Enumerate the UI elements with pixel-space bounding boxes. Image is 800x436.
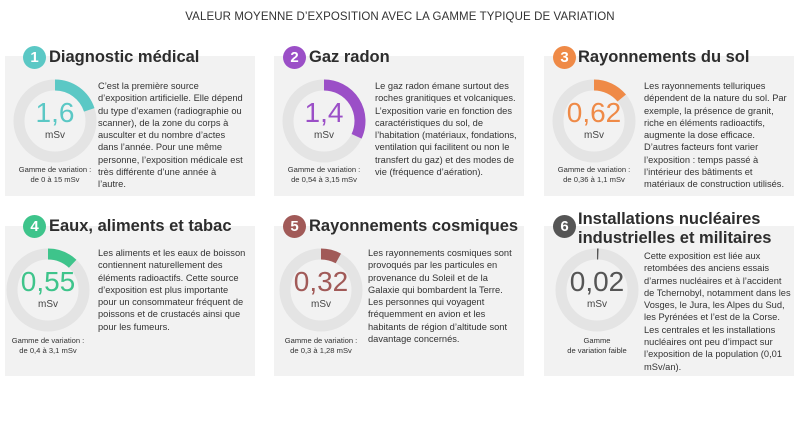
card-number-badge: 5 <box>283 215 306 238</box>
range-label: Gamme de variation : <box>18 165 92 174</box>
variation-range <box>539 165 649 184</box>
card-number-badge: 2 <box>283 46 306 69</box>
card-description: C’est la première source d’exposition artificielle. Elle dépend du type d’examen (radiographie ou scanner), de la zone du corps à ausculter et du nombre d’actes dans l’année. Pour une même personne, l’exposition médicale est très différente d’une année à l’autre. <box>98 81 243 190</box>
dose-unit: mSv <box>584 130 604 141</box>
dose-value: 0,02 <box>569 266 625 297</box>
dose-gauge <box>2 244 94 336</box>
card-heading: Rayonnements cosmiques <box>309 217 519 235</box>
dose-unit: mSv <box>45 130 65 141</box>
variation-range <box>0 336 103 355</box>
range-value: de 0 à 15 mSv <box>30 174 80 184</box>
range-label: Gamme de variation : <box>11 336 85 345</box>
range-label: Gamme de variation : <box>557 165 631 174</box>
card-heading: Eaux, aliments et tabac <box>49 217 232 235</box>
gauge-arc <box>321 254 338 258</box>
card-number-badge: 1 <box>23 46 46 69</box>
card-number-badge: 3 <box>553 46 576 69</box>
variation-range <box>0 165 110 184</box>
card-heading: Diagnostic médical <box>49 48 200 66</box>
range-value: de 0,4 à 3,1 mSv <box>19 345 77 355</box>
range-label: Gamme <box>583 336 611 345</box>
card-description: Les rayonnements cosmiques sont provoqués par les particules en provenance du Soleil et de la Galaxie qui bombardent la Terre. Les personnes qui voyagent fréquemment en avion et les habitants de région d’altitude sont davantage concernés. <box>368 248 512 345</box>
card-heading: Gaz radon <box>309 48 390 66</box>
range-value: de 0,3 à 1,28 mSv <box>290 345 352 355</box>
page-title: VALEUR MOYENNE D’EXPOSITION AVEC LA GAMME TYPIQUE DE VARIATION <box>185 11 615 23</box>
dose-unit: mSv <box>587 299 607 310</box>
card-description: Les rayonnements telluriques dépendent de la nature du sol. Par exemple, la présence de granit, riche en éléments radioactifs, augmente la dose efficace. D’autres facteurs font varier l’exposition : temps passé à l’intérieur des bâtiments et matériaux de construction utilisés. <box>644 81 787 190</box>
card-description: Le gaz radon émane surtout des roches granitiques et volcaniques. L’exposition varie en fonction des caractéristiques du sol, de l’habitation (matériaux, fondations, ventilation qui facilitent ou non le transfert du gaz) et des modes de vie (fréquence d’aération). <box>375 81 517 178</box>
dose-value: 1,6 <box>35 97 75 128</box>
dose-unit: mSv <box>314 130 334 141</box>
card-description: Les aliments et les eaux de boisson contiennent naturellement des éléments radioactifs. Cette source d’exposition est plus importante pour un consommateur fréquent de poissons et de crustacés ainsi que pour les fumeurs. <box>98 248 246 332</box>
dose-gauge <box>278 75 370 167</box>
card-heading: Installations nucléaires industrielles et militaires <box>578 210 772 247</box>
card-description: Cette exposition est liée aux retombées des anciens essais d’armes nucléaires et à l’accident de Tchernobyl, notamment dans les Vosges, le Jura, les Alpes du Sud, les Pyrénées et l’est de la Corse. Les centrales et les installations nucléaires ont peu d’impact sur l’exposition de la population (0,01 mSv/an). <box>644 251 791 372</box>
card-number-badge: 6 <box>553 215 576 238</box>
variation-range <box>266 336 376 355</box>
dose-unit: mSv <box>38 299 58 310</box>
dose-gauge <box>9 75 101 167</box>
variation-range <box>269 165 379 184</box>
dose-gauge <box>548 75 640 167</box>
dose-value: 0,62 <box>566 97 622 128</box>
dose-value: 1,4 <box>304 97 344 128</box>
card-number-badge: 4 <box>23 215 46 238</box>
card-heading: Rayonnements du sol <box>578 48 750 66</box>
range-value: de variation faible <box>567 345 627 355</box>
dose-value: 0,32 <box>293 266 349 297</box>
dose-value: 0,55 <box>20 266 76 297</box>
range-label: Gamme de variation : <box>284 336 358 345</box>
variation-range <box>542 336 652 355</box>
gauge-arc <box>48 254 73 264</box>
dose-unit: mSv <box>311 299 331 310</box>
range-label: Gamme de variation : <box>287 165 361 174</box>
range-value: de 0,54 à 3,15 mSv <box>291 174 357 184</box>
range-value: de 0,36 à 1,1 mSv <box>563 174 625 184</box>
dose-gauge <box>275 244 367 336</box>
dose-gauge <box>551 244 643 336</box>
